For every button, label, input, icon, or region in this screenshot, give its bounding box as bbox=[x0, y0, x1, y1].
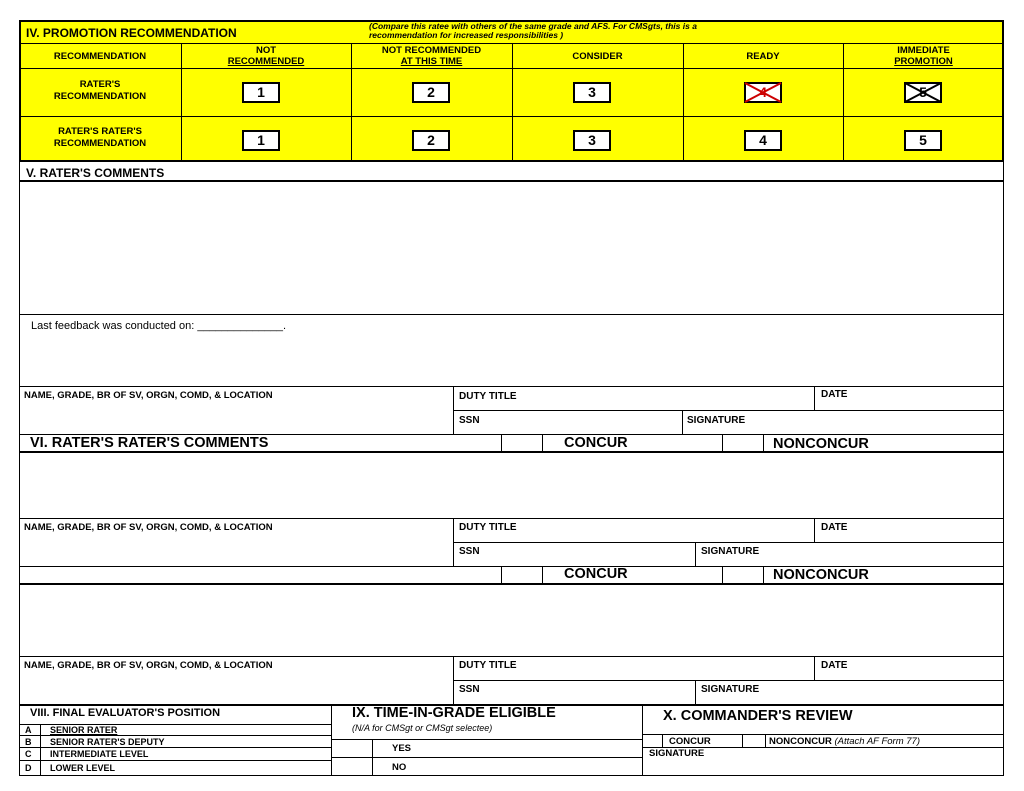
evaluator-option-a[interactable] bbox=[20, 724, 331, 736]
x-mark-icon bbox=[744, 82, 782, 103]
section-vi-concur: CONCUR bbox=[564, 435, 628, 451]
divider bbox=[642, 734, 1004, 735]
evaluator-option-d[interactable] bbox=[20, 761, 331, 775]
divider bbox=[722, 566, 723, 584]
option-letter: A bbox=[25, 725, 32, 735]
divider bbox=[814, 386, 815, 410]
signature-label: SIGNATURE bbox=[701, 546, 760, 557]
signature-label: SIGNATURE bbox=[701, 684, 760, 695]
ssn-label: SSN bbox=[459, 415, 480, 426]
col-ready: READY bbox=[746, 51, 780, 62]
nonconcur-checkbox[interactable] bbox=[763, 566, 764, 584]
raters-rater-box-4[interactable]: 4 bbox=[744, 130, 782, 151]
name-grade-label: NAME, GRADE, BR OF SV, ORGN, COMD, & LOCATION bbox=[24, 522, 273, 533]
option-label: SENIOR RATER bbox=[50, 725, 118, 735]
ssn-label: SSN bbox=[459, 684, 480, 695]
nonconcur-note: (Attach AF Form 77) bbox=[834, 736, 920, 747]
concur-checkbox[interactable] bbox=[662, 734, 663, 747]
yes-label: YES bbox=[392, 743, 412, 754]
divider bbox=[695, 542, 696, 566]
section-x-signature: SIGNATURE bbox=[649, 748, 705, 759]
raters-rater-box-1[interactable]: 1 bbox=[242, 130, 280, 151]
ssn-label: SSN bbox=[459, 546, 480, 557]
option-letter: C bbox=[25, 749, 32, 759]
row-divider bbox=[19, 116, 1004, 117]
divider bbox=[722, 434, 723, 452]
divider bbox=[814, 656, 815, 680]
option-letter: B bbox=[25, 737, 32, 747]
row-raters-rater-recommendation-label bbox=[19, 126, 181, 150]
col-immediate-line1: IMMEDIATE bbox=[897, 45, 950, 56]
name-grade-label: NAME, GRADE, BR OF SV, ORGN, COMD, & LOCATION bbox=[24, 390, 273, 401]
nonconcur-checkbox[interactable] bbox=[765, 734, 766, 747]
section-x-concur: CONCUR bbox=[669, 736, 711, 747]
evaluator-option-c[interactable] bbox=[20, 748, 331, 761]
divider bbox=[331, 704, 332, 776]
raters-rater-box-3[interactable]: 3 bbox=[573, 130, 611, 151]
section-viii-title: VIII. FINAL EVALUATOR'S POSITION bbox=[30, 707, 221, 719]
rater-box-2[interactable]: 2 bbox=[412, 82, 450, 103]
section-iv-title: IV. PROMOTION RECOMMENDATION bbox=[26, 26, 237, 40]
name-grade-label: NAME, GRADE, BR OF SV, ORGN, COMD, & LOCATION bbox=[24, 660, 273, 671]
signature-label: SIGNATURE bbox=[687, 415, 746, 426]
section-iv-note bbox=[369, 22, 697, 40]
evaluator-option-b[interactable] bbox=[20, 736, 331, 748]
duty-title-label: DUTY TITLE bbox=[459, 522, 517, 533]
option-label: INTERMEDIATE LEVEL bbox=[50, 749, 149, 759]
duty-title-label: DUTY TITLE bbox=[459, 660, 517, 671]
reviewer-comments-area[interactable] bbox=[20, 585, 1003, 655]
no-label: NO bbox=[392, 762, 407, 773]
raters-rater-box-2[interactable]: 2 bbox=[412, 130, 450, 151]
rater-box-5[interactable] bbox=[904, 82, 942, 103]
col-not-recommended-line1: NOT bbox=[255, 45, 277, 56]
concur-checkbox[interactable] bbox=[542, 434, 543, 452]
option-label: SENIOR RATER'S DEPUTY bbox=[50, 737, 165, 747]
divider bbox=[453, 386, 454, 434]
x-mark-icon bbox=[904, 82, 942, 103]
raters-rater-box-5[interactable]: 5 bbox=[904, 130, 942, 151]
section-vii-concur: CONCUR bbox=[564, 566, 628, 582]
divider bbox=[501, 434, 502, 452]
rater-box-1[interactable]: 1 bbox=[242, 82, 280, 103]
section-iv-note-line2: recommendation for increased responsibilities ) bbox=[369, 30, 564, 40]
nonconcur-checkbox[interactable] bbox=[763, 434, 764, 452]
col-not-at-this-time-line2: AT THIS TIME bbox=[400, 56, 463, 67]
row-label-line1: RATER'S RATER'S bbox=[58, 126, 142, 137]
rater-box-3[interactable]: 3 bbox=[573, 82, 611, 103]
section-x-title: X. COMMANDER'S REVIEW bbox=[663, 708, 853, 724]
divider bbox=[695, 680, 696, 704]
col-immediate-line2: PROMOTION bbox=[894, 56, 953, 67]
raters-rater-comments-area[interactable] bbox=[20, 453, 1003, 517]
col-recommendation: RECOMMENDATION bbox=[53, 51, 147, 62]
col-not-recommended bbox=[181, 45, 351, 67]
option-label: LOWER LEVEL bbox=[50, 763, 115, 773]
section-iv-note-line1: (Compare this ratee with others of the same grade and AFS. For CMSgts, this is a bbox=[369, 21, 697, 31]
duty-title-label: DUTY TITLE bbox=[459, 391, 517, 402]
section-vi-nonconcur: NONCONCUR bbox=[773, 436, 869, 452]
divider bbox=[331, 739, 642, 740]
row-label-line2: RECOMMENDATION bbox=[53, 138, 147, 149]
date-label: DATE bbox=[821, 522, 848, 533]
col-not-recommended-line2: RECOMMENDED bbox=[227, 56, 305, 67]
section-vii-nonconcur: NONCONCUR bbox=[773, 567, 869, 583]
nonconcur-label: NONCONCUR bbox=[769, 736, 832, 747]
row-raters-recommendation-label bbox=[19, 79, 181, 103]
section-ix-title: IX. TIME-IN-GRADE ELIGIBLE bbox=[352, 705, 556, 721]
section-x-nonconcur bbox=[769, 736, 920, 747]
divider bbox=[331, 757, 642, 758]
option-letter: D bbox=[25, 763, 32, 773]
concur-checkbox[interactable] bbox=[542, 566, 543, 584]
row-label-line2: RECOMMENDATION bbox=[53, 91, 147, 102]
raters-comments-area[interactable] bbox=[20, 182, 1003, 314]
divider bbox=[19, 314, 1004, 315]
section-ix-subtitle: (N/A for CMSgt or CMSgt selectee) bbox=[352, 723, 493, 733]
col-not-at-this-time-line1: NOT RECOMMENDED bbox=[381, 45, 482, 56]
rater-box-4[interactable] bbox=[744, 82, 782, 103]
row-label-line1: RATER'S bbox=[79, 79, 121, 90]
date-label: DATE bbox=[821, 660, 848, 671]
yes-checkbox[interactable] bbox=[372, 739, 373, 776]
col-not-at-this-time bbox=[351, 45, 512, 67]
divider bbox=[814, 518, 815, 542]
section-v-title: V. RATER'S COMMENTS bbox=[26, 166, 165, 180]
col-consider: CONSIDER bbox=[572, 51, 623, 62]
divider bbox=[453, 518, 454, 566]
divider bbox=[742, 734, 743, 747]
date-label: DATE bbox=[821, 389, 848, 400]
divider bbox=[453, 656, 454, 704]
col-immediate-promotion bbox=[843, 45, 1004, 67]
feedback-line: Last feedback was conducted on: ______________. bbox=[31, 320, 287, 332]
divider bbox=[501, 566, 502, 584]
divider bbox=[642, 704, 643, 776]
section-vi-title: VI. RATER'S RATER'S COMMENTS bbox=[30, 435, 269, 451]
